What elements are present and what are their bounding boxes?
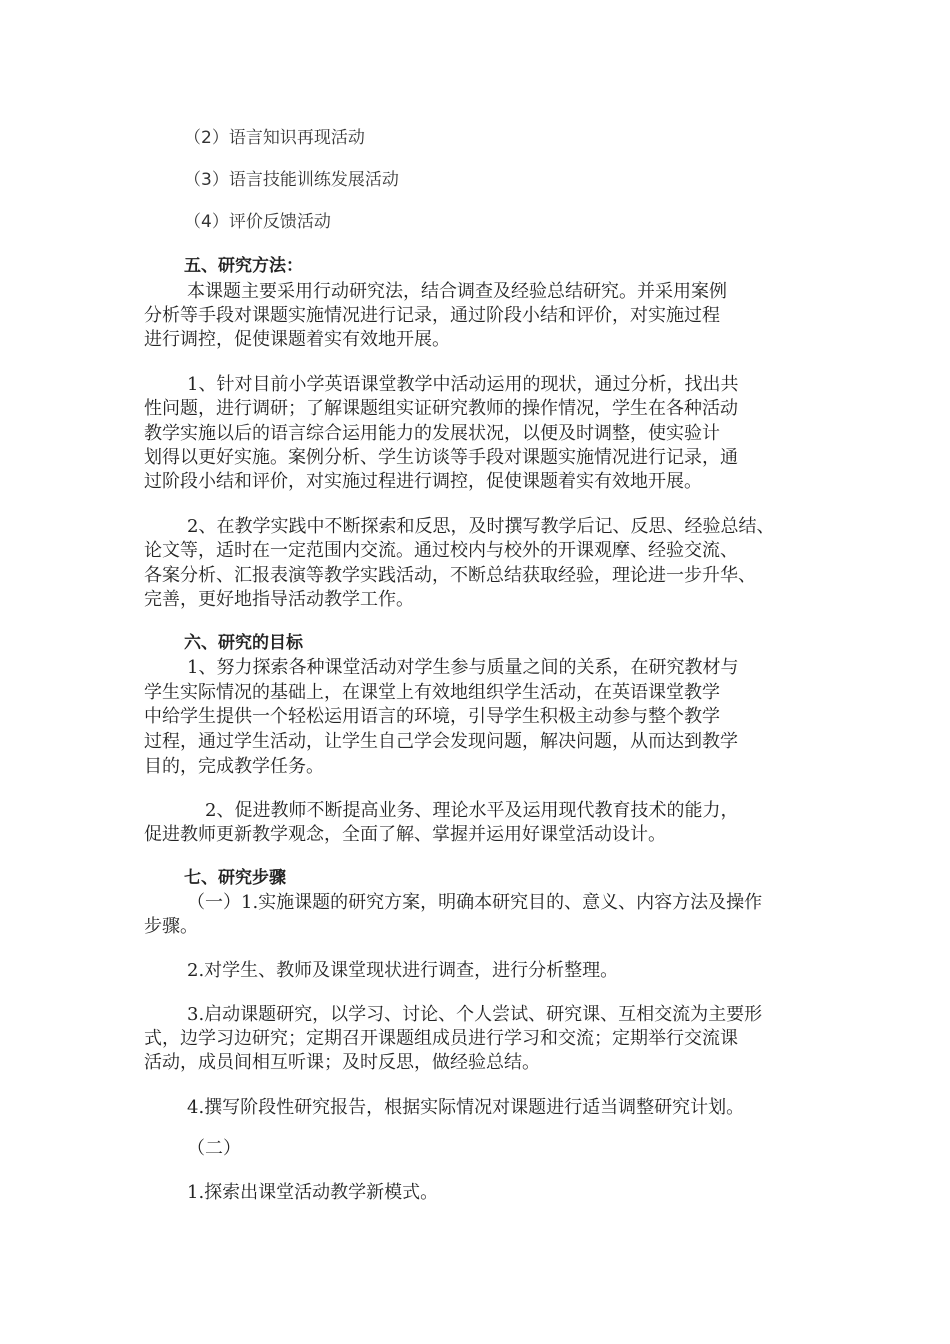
paragraph-line: 2、促进教师不断提高业务、理论水平及运用现代教育技术的能力， bbox=[205, 800, 739, 821]
paragraph-line: 论文等，适时在一定范围内交流。通过校内与校外的开课观摩、经验交流、 bbox=[144, 540, 738, 561]
paragraph-line: 2、在教学实践中不断探索和反思，及时撰写教学后记、反思、经验总结、 bbox=[187, 516, 775, 537]
paragraph-line: 1.探索出课堂活动教学新模式。 bbox=[187, 1182, 439, 1203]
paragraph-line: 1、针对目前小学英语课堂教学中活动运用的现状，通过分析，找出共 bbox=[187, 374, 739, 395]
paragraph-line: 本课题主要采用行动研究法，结合调查及经验总结研究。并采用案例 bbox=[187, 281, 727, 302]
paragraph-line: 学生实际情况的基础上，在课堂上有效地组织学生活动，在英语课堂教学 bbox=[144, 682, 720, 703]
paragraph-line: 4.撰写阶段性研究报告，根据实际情况对课题进行适当调整研究计划。 bbox=[187, 1097, 745, 1118]
paragraph-line: 中给学生提供一个轻松运用语言的环境，引导学生积极主动参与整个教学 bbox=[144, 706, 720, 727]
paragraph-line: 目的，完成教学任务。 bbox=[144, 756, 324, 777]
paragraph-line: 分析等手段对课题实施情况进行记录，通过阶段小结和评价，对实施过程 bbox=[144, 305, 720, 326]
paragraph-line: 过阶段小结和评价，对实施过程进行调控，促使课题着实有效地开展。 bbox=[144, 471, 702, 492]
paragraph-line: 进行调控，促使课题着实有效地开展。 bbox=[144, 329, 450, 350]
paragraph-line: 式，边学习边研究；定期召开课题组成员进行学习和交流；定期举行交流课 bbox=[144, 1028, 738, 1049]
paragraph-line: 各案分析、汇报表演等教学实践活动，不断总结获取经验，理论进一步升华、 bbox=[144, 565, 756, 586]
section-heading: 五、研究方法： bbox=[184, 256, 303, 276]
paragraph-line: 活动，成员间相互听课；及时反思，做经验总结。 bbox=[144, 1052, 540, 1073]
section-heading: 六、研究的目标 bbox=[184, 633, 303, 653]
paragraph-line: （二） bbox=[187, 1138, 241, 1159]
paragraph-line: 教学实施以后的语言综合运用能力的发展状况，以便及时调整，使实验计 bbox=[144, 423, 720, 444]
paragraph-line: 性问题，进行调研；了解课题组实证研究教师的操作情况，学生在各种活动 bbox=[144, 398, 738, 419]
paragraph-line: 划得以更好实施。案例分析、学生访谈等手段对课题实施情况进行记录，通 bbox=[144, 447, 738, 468]
paragraph-line: 3.启动课题研究，以学习、讨论、个人尝试、研究课、互相交流为主要形 bbox=[187, 1004, 763, 1025]
paragraph-line: （一）1.实施课题的研究方案，明确本研究目的、意义、内容方法及操作 bbox=[187, 892, 763, 913]
paragraph-line: 2.对学生、教师及课堂现状进行调查，进行分析整理。 bbox=[187, 960, 619, 981]
paragraph-line: 过程，通过学生活动，让学生自己学会发现问题，解决问题，从而达到教学 bbox=[144, 731, 738, 752]
list-item: （2）语言知识再现活动 bbox=[184, 128, 365, 148]
paragraph-line: 1、努力探索各种课堂活动对学生参与质量之间的关系，在研究教材与 bbox=[187, 657, 739, 678]
paragraph-line: 步骤。 bbox=[144, 916, 198, 937]
paragraph-line: 完善，更好地指导活动教学工作。 bbox=[144, 589, 414, 610]
list-item: （4）评价反馈活动 bbox=[184, 212, 331, 232]
paragraph-line: 促进教师更新教学观念，全面了解、掌握并运用好课堂活动设计。 bbox=[144, 824, 666, 845]
section-heading: 七、研究步骤 bbox=[184, 868, 286, 888]
list-item: （3）语言技能训练发展活动 bbox=[184, 170, 399, 190]
